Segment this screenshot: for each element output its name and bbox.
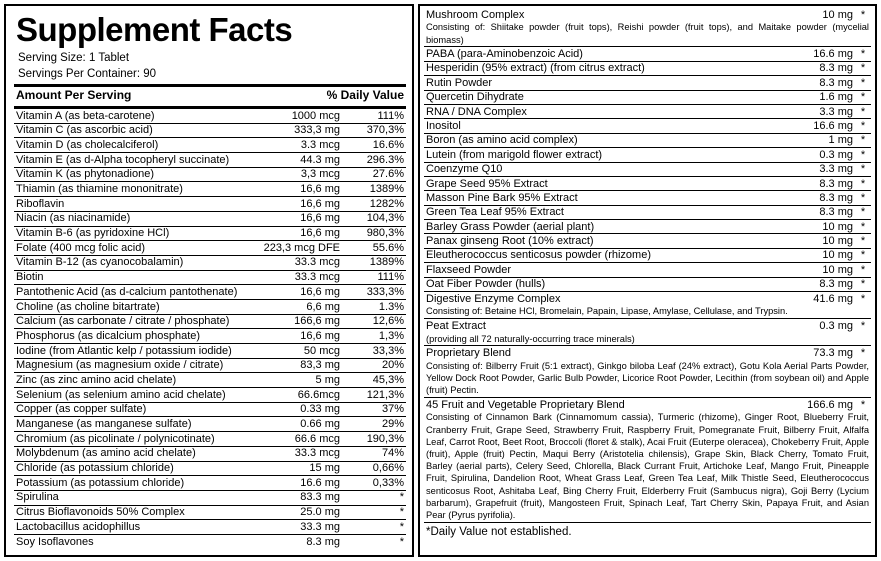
- table-row: [14, 153, 406, 168]
- nutrient-name: Riboflavin: [14, 197, 256, 212]
- nutrient-name: Thiamin (as thiamine mononitrate): [14, 182, 256, 197]
- ingredient-footnote-marker: *: [855, 220, 871, 234]
- ingredient-amount: 1.6 mg: [789, 90, 855, 104]
- table-row: [14, 446, 406, 461]
- nutrient-amount: 16,6 mg: [256, 329, 346, 344]
- ingredient-footnote-marker: *: [855, 47, 871, 61]
- ingredient-footnote-marker: *: [855, 277, 871, 291]
- table-row: [14, 402, 406, 417]
- ingredient-amount: 8.3 mg: [789, 205, 855, 219]
- nutrient-amount: 50 mcg: [256, 344, 346, 359]
- ingredient-footnote-marker: *: [855, 90, 871, 104]
- ingredient-name: Barley Grass Powder (aerial plant): [424, 220, 789, 234]
- nutrient-name: Zinc (as zinc amino acid chelate): [14, 373, 256, 388]
- table-row: [424, 133, 871, 147]
- table-row: [424, 90, 871, 104]
- table-row: [424, 162, 871, 176]
- ingredient-footnote-marker: *: [860, 8, 866, 21]
- ingredient-footnote-marker: *: [860, 347, 866, 359]
- nutrient-daily-value: 0,33%: [346, 476, 406, 491]
- nutrient-daily-value: 370,3%: [346, 123, 406, 138]
- ingredient-footnote-marker: *: [855, 162, 871, 176]
- nutrient-daily-value: 45,3%: [346, 373, 406, 388]
- nutrient-amount: 166,6 mg: [256, 314, 346, 329]
- table-row: [424, 220, 871, 234]
- nutrient-daily-value: 12,6%: [346, 314, 406, 329]
- nutrient-name: Vitamin B-12 (as cyanocobalamin): [14, 255, 256, 270]
- nutrient-name: Soy Isoflavones: [16, 535, 94, 548]
- nutrient-name: Chromium (as picolinate / polynicotinate): [14, 432, 256, 447]
- nutrient-amount: 16,6 mg: [256, 211, 346, 226]
- table-row: [14, 182, 406, 197]
- table-row: [14, 520, 406, 535]
- ingredient-name: Eleutherococcus senticosus powder (rhizome): [424, 248, 789, 262]
- table-row: [424, 8, 871, 21]
- ingredient-amount: 16.6 mg: [789, 47, 855, 61]
- nutrient-name: Biotin: [14, 270, 256, 285]
- ingredient-footnote-marker: *: [855, 119, 871, 133]
- table-row: [424, 319, 871, 332]
- ingredient-amount: 3.3 mg: [789, 104, 855, 118]
- table-row: [424, 61, 871, 75]
- ingredient-name: Boron (as amino acid complex): [424, 133, 789, 147]
- ingredient-footnote-marker: *: [855, 248, 871, 262]
- table-row: [14, 329, 406, 344]
- nutrient-amount: 16,6 mg: [256, 197, 346, 212]
- table-row: [424, 119, 871, 133]
- table-row: [14, 138, 406, 153]
- nutrient-amount: 0.66 mg: [256, 417, 346, 432]
- nutrient-daily-value: 121,3%: [346, 388, 406, 403]
- nutrient-name: Choline (as choline bitartrate): [14, 299, 256, 314]
- header-daily-value: % Daily Value: [326, 88, 404, 102]
- nutrient-daily-value: 74%: [346, 446, 406, 461]
- ingredient-note: Consisting of: Betaine HCl, Bromelain, Papain, Lipase, Amylase, Cellulase, and Trypsin.: [424, 305, 871, 319]
- nutrient-name: Manganese (as manganese sulfate): [14, 417, 256, 432]
- table-row: [424, 292, 871, 305]
- nutrient-amount: 333,3 mg: [256, 123, 346, 138]
- nutrient-amount: 33.3 mg: [256, 520, 346, 535]
- ingredient-amount: 8.3 mg: [789, 61, 855, 75]
- ingredient-name: RNA / DNA Complex: [424, 104, 789, 118]
- ingredient-name: PABA (para-Aminobenzoic Acid): [424, 47, 789, 61]
- ingredient-amount: 73.3 mg: [813, 347, 853, 359]
- header-amount-per-serving: Amount Per Serving: [16, 88, 132, 102]
- nutrient-amount: 16,6 mg: [256, 182, 346, 197]
- table-row: [424, 205, 871, 219]
- nutrient-name: Calcium (as carbonate / citrate / phosphate): [14, 314, 256, 329]
- nutrient-name: Selenium (as selenium amino acid chelate): [14, 388, 256, 403]
- ingredient-footnote-marker: *: [860, 319, 866, 332]
- table-row: [424, 398, 871, 411]
- ingredient-note: Consisting of: Shiitake powder (fruit tops), Reishi powder (fruit tops), and Maitake powder (mycelial biomass): [424, 21, 871, 47]
- ingredient-name: Hesperidin (95% extract) (from citrus extract): [424, 61, 789, 75]
- ingredient-note: (providing all 72 naturally-occurring trace minerals): [424, 332, 871, 346]
- nutrient-amount: 44.3 mg: [256, 153, 346, 168]
- ingredient-name: Quercetin Dihydrate: [424, 90, 789, 104]
- ingredient-amount: 8.3 mg: [789, 176, 855, 190]
- ingredient-name: Inositol: [424, 119, 789, 133]
- ingredient-note: Consisting of: Bilberry Fruit (5:1 extract), Ginkgo biloba Leaf (24% extract), Gotu Kola Aerial Parts Powder, Yellow Dock Root Powder, Garlic Bulb Powder, Licorice Root Powder, Lecithin (from soybean oil) and Apple (fruit) Pectin.: [424, 359, 871, 397]
- table-row: [424, 277, 871, 291]
- table-row: [424, 76, 871, 90]
- nutrient-daily-value: 29%: [346, 417, 406, 432]
- nutrient-name: Molybdenum (as amino acid chelate): [14, 446, 256, 461]
- ingredient-name: Mushroom Complex: [426, 8, 525, 21]
- ingredient-name: Rutin Powder: [424, 76, 789, 90]
- ingredient-name: Proprietary Blend: [426, 347, 511, 359]
- ingredient-name: Lutein (from marigold flower extract): [424, 148, 789, 162]
- table-row: [14, 314, 406, 329]
- table-row: [14, 270, 406, 285]
- ingredient-amount: 16.6 mg: [789, 119, 855, 133]
- table-row: [14, 344, 406, 359]
- nutrient-name: Lactobacillus acidophillus: [14, 520, 256, 535]
- ingredient-amount: 8.3 mg: [789, 191, 855, 205]
- ingredient-name: Oat Fiber Powder (hulls): [424, 277, 789, 291]
- ingredient-footnote-marker: *: [855, 234, 871, 248]
- ingredient-amount: 10 mg: [789, 220, 855, 234]
- nutrient-amount: 33.3 mcg: [256, 255, 346, 270]
- nutrient-name: Chloride (as potassium chloride): [14, 461, 256, 476]
- nutrient-amount: 25.0 mg: [256, 505, 346, 520]
- table-row: [14, 226, 406, 241]
- ingredient-amount: 8.3 mg: [789, 277, 855, 291]
- ingredient-note-row: [424, 359, 871, 397]
- nutrient-name: Spirulina: [14, 490, 256, 505]
- nutrient-amount: 16,6 mg: [256, 226, 346, 241]
- nutrient-daily-value: 1389%: [346, 182, 406, 197]
- ingredient-amount: 10 mg: [789, 263, 855, 277]
- nutrient-daily-value: 1,3%: [346, 329, 406, 344]
- nutrient-amount: 3,3 mcg: [256, 167, 346, 182]
- ingredient-amount: 41.6 mg: [813, 292, 853, 305]
- nutrient-daily-value: 37%: [346, 402, 406, 417]
- table-row: [14, 505, 406, 520]
- nutrient-amount: 33.3 mcg: [256, 270, 346, 285]
- nutrient-name: Folate (400 mcg folic acid): [14, 241, 256, 256]
- ingredient-footnote-marker: *: [855, 205, 871, 219]
- table-row: [424, 47, 871, 61]
- ingredient-amount: 0.3 mg: [789, 148, 855, 162]
- nutrient-amount: 33.3 mcg: [256, 446, 346, 461]
- ingredient-amount: 0.3 mg: [819, 319, 853, 332]
- nutrient-name: Vitamin D (as cholecalciferol): [14, 138, 256, 153]
- nutrient-daily-value: 333,3%: [346, 285, 406, 300]
- ingredient-footnote-marker: *: [855, 191, 871, 205]
- ingredient-footnote-marker: *: [855, 176, 871, 190]
- ingredient-note-row: [424, 305, 871, 319]
- nutrient-amount: 16,6 mg: [256, 285, 346, 300]
- nutrient-daily-value: *: [399, 535, 404, 548]
- table-row: [424, 346, 871, 359]
- nutrient-amount: 0.33 mg: [256, 402, 346, 417]
- table-row: [14, 373, 406, 388]
- nutrient-amount: 6,6 mg: [256, 299, 346, 314]
- ingredient-name: Coenzyme Q10: [424, 162, 789, 176]
- nutrient-amount: 223,3 mcg DFE: [256, 241, 346, 256]
- supplement-facts-right-panel: [418, 4, 877, 557]
- table-row: [14, 299, 406, 314]
- nutrient-daily-value: 1389%: [346, 255, 406, 270]
- supplement-facts-left-panel: [4, 4, 414, 557]
- servings-per-container: Servings Per Container: 90: [18, 68, 157, 80]
- table-row: [14, 388, 406, 403]
- nutrient-table: [14, 109, 406, 549]
- nutrient-daily-value: 27.6%: [346, 167, 406, 182]
- table-row: [14, 432, 406, 447]
- ingredient-amount: 3.3 mg: [789, 162, 855, 176]
- ingredient-name: Flaxseed Powder: [424, 263, 789, 277]
- ingredient-name: Grape Seed 95% Extract: [424, 176, 789, 190]
- nutrient-name: Vitamin B-6 (as pyridoxine HCl): [14, 226, 256, 241]
- page-title: Supplement Facts: [16, 11, 293, 48]
- nutrient-daily-value: *: [346, 505, 406, 520]
- table-row: [14, 490, 406, 505]
- table-row: [424, 104, 871, 118]
- nutrient-name: Copper (as copper sulfate): [14, 402, 256, 417]
- nutrient-amount: 15 mg: [256, 461, 346, 476]
- serving-size: Serving Size: 1 Tablet: [18, 52, 130, 64]
- ingredient-amount: 10 mg: [822, 8, 853, 21]
- nutrient-name: Vitamin K (as phytonadione): [14, 167, 256, 182]
- ingredient-name: Green Tea Leaf 95% Extract: [424, 205, 789, 219]
- ingredient-table: [424, 8, 871, 523]
- table-row: [14, 285, 406, 300]
- nutrient-amount: 1000 mcg: [256, 109, 346, 123]
- nutrient-name: Citrus Bioflavonoids 50% Complex: [14, 505, 256, 520]
- nutrient-amount: 83,3 mg: [256, 358, 346, 373]
- daily-value-footnote: *Daily Value not established.: [426, 525, 572, 538]
- table-row: [424, 263, 871, 277]
- table-row: [14, 123, 406, 138]
- nutrient-daily-value: 980,3%: [346, 226, 406, 241]
- table-row: [14, 241, 406, 256]
- ingredient-footnote-marker: *: [860, 398, 866, 411]
- table-row: [14, 417, 406, 432]
- ingredient-name: Masson Pine Bark 95% Extract: [424, 191, 789, 205]
- ingredient-amount: 10 mg: [789, 234, 855, 248]
- table-row: [14, 534, 406, 548]
- nutrient-daily-value: *: [346, 490, 406, 505]
- table-row: [14, 255, 406, 270]
- table-row: [14, 109, 406, 123]
- ingredient-note-row: [424, 21, 871, 47]
- nutrient-amount: 3.3 mcg: [256, 138, 346, 153]
- nutrient-name: Pantothenic Acid (as d-calcium pantothenate): [14, 285, 256, 300]
- table-row: [424, 191, 871, 205]
- ingredient-amount: 10 mg: [789, 248, 855, 262]
- nutrient-daily-value: 111%: [346, 270, 406, 285]
- nutrient-amount: 66.6 mcg: [256, 432, 346, 447]
- ingredient-amount: 166.6 mg: [807, 398, 853, 411]
- nutrient-daily-value: 16.6%: [346, 138, 406, 153]
- ingredient-footnote-marker: *: [855, 76, 871, 90]
- table-row: [14, 476, 406, 491]
- table-row: [14, 167, 406, 182]
- ingredient-footnote-marker: *: [855, 263, 871, 277]
- nutrient-amount: 5 mg: [256, 373, 346, 388]
- table-row: [424, 148, 871, 162]
- nutrient-daily-value: 0,66%: [346, 461, 406, 476]
- nutrient-daily-value: 55.6%: [346, 241, 406, 256]
- nutrient-name: Vitamin E (as d-Alpha tocopheryl succinate): [14, 153, 256, 168]
- ingredient-name: 45 Fruit and Vegetable Proprietary Blend: [426, 398, 625, 411]
- ingredient-footnote-marker: *: [860, 292, 866, 305]
- nutrient-daily-value: *: [346, 520, 406, 535]
- table-row: [424, 248, 871, 262]
- nutrient-daily-value: 104,3%: [346, 211, 406, 226]
- ingredient-footnote-marker: *: [855, 133, 871, 147]
- nutrient-name: Phosphorus (as dicalcium phosphate): [14, 329, 256, 344]
- nutrient-amount: 83.3 mg: [256, 490, 346, 505]
- ingredient-name: Digestive Enzyme Complex: [426, 292, 561, 305]
- nutrient-daily-value: 1.3%: [346, 299, 406, 314]
- table-row: [424, 234, 871, 248]
- ingredient-footnote-marker: *: [855, 104, 871, 118]
- ingredient-note: Consisting of Cinnamon Bark (Cinnamomum cassia), Turmeric (rhizome), Ginger Root, Blueberry Fruit, Cranberry Fruit, Grape Seed, Strawberry Fruit, Raspberry Fruit, Pomegranate Fruit, Bilberry Fruit, Alfalfa Leaf, Carrot Root, Beet Root, Broccoli (floret & stalk), Acai Fruit (Euterpe oleracea), Chokeberry Fruit, Apple (fruit), Apple (fruit) Pectin, Maqui Berry (Aristotelia chilensis), Grape Skin, Black Cherry, Tomato Fruit, Barley (aerial parts), Celery Seed, Chlorella, Black Currant Fruit, Artichoke Leaf, Mango Fruit, Pineapple Fruit, Spirulina, Dandelion Root, Wheat Grass Leaf, Green Tea Leaf, Milk Thistle Seed, Eleutherococcus senticosus Root, Ashitaba Leaf, Bing Cherry Fruit, Elderberry Fruit (Sambucus nigra), Goji Berry (Lycium barbarum), Grapefruit (fruit), Mangosteen Fruit, Spinach Leaf, Tart Cherry Skin, Papaya Fruit, and Asian Pear (Pyrus pyrifolia).: [424, 411, 871, 523]
- ingredient-amount: 8.3 mg: [789, 76, 855, 90]
- table-row: [14, 211, 406, 226]
- table-row: [14, 358, 406, 373]
- nutrient-name: Potassium (as potassium chloride): [14, 476, 256, 491]
- table-row: [14, 197, 406, 212]
- table-row: [424, 176, 871, 190]
- ingredient-note-row: [424, 411, 871, 523]
- nutrient-name: Magnesium (as magnesium oxide / citrate): [14, 358, 256, 373]
- nutrient-daily-value: 20%: [346, 358, 406, 373]
- nutrient-daily-value: 1282%: [346, 197, 406, 212]
- nutrient-daily-value: 111%: [346, 109, 406, 123]
- nutrient-daily-value: 33,3%: [346, 344, 406, 359]
- ingredient-amount: 1 mg: [789, 133, 855, 147]
- ingredient-note-row: [424, 332, 871, 346]
- nutrient-amount: 66.6mcg: [256, 388, 346, 403]
- nutrient-amount: 8.3 mg: [306, 535, 340, 548]
- table-row: [14, 461, 406, 476]
- nutrient-name: Iodine (from Atlantic kelp / potassium iodide): [14, 344, 256, 359]
- nutrient-name: Niacin (as niacinamide): [14, 211, 256, 226]
- ingredient-footnote-marker: *: [855, 148, 871, 162]
- ingredient-name: Peat Extract: [426, 319, 486, 332]
- nutrient-daily-value: 190,3%: [346, 432, 406, 447]
- nutrient-daily-value: 296.3%: [346, 153, 406, 168]
- ingredient-footnote-marker: *: [855, 61, 871, 75]
- left-header-table: [14, 87, 406, 104]
- nutrient-name: Vitamin C (as ascorbic acid): [14, 123, 256, 138]
- nutrient-amount: 16.6 mg: [256, 476, 346, 491]
- ingredient-name: Panax ginseng Root (10% extract): [424, 234, 789, 248]
- nutrient-name: Vitamin A (as beta-carotene): [14, 109, 256, 123]
